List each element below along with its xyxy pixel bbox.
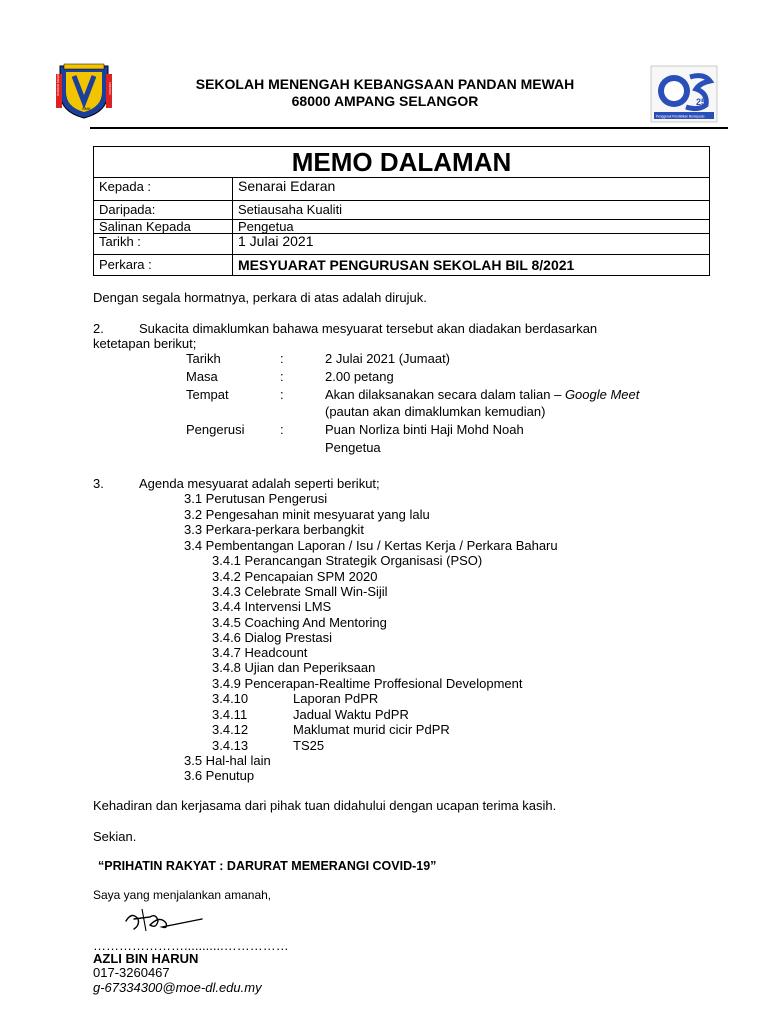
para2-line1: Sukacita dimaklumkan bahawa mesyuarat tersebut akan diadakan berdasarkan: [139, 321, 598, 336]
school-name: SEKOLAH MENENGAH KEBANGSAAN PANDAN MEWAH: [195, 76, 575, 92]
agenda-item: 3.3 Perkara-perkara berbangkit: [184, 522, 364, 537]
agenda-item: 3.1 Perutusan Pengerusi: [184, 491, 328, 506]
sub-agenda-text: Maklumat murid cicir PdPR: [293, 722, 450, 737]
sub-agenda-item: 3.4.9 Pencerapan-Realtime Proffesional Development: [212, 676, 523, 691]
para2-line2: ketetapan berikut;: [93, 336, 197, 351]
detail-time-colon: :: [280, 369, 284, 384]
para2-number: 2.: [93, 321, 104, 336]
detail-time-label: Masa: [186, 369, 218, 384]
signatory-name: AZLI BIN HARUN: [93, 951, 199, 966]
sub-agenda-number: 3.4.10: [212, 691, 249, 706]
para3-number: 3.: [93, 476, 104, 491]
crest-center-text: SMK: [82, 106, 91, 111]
closing-text: Kehadiran dan kerjasama dari pihak tuan didahului dengan ucapan terima kasih.: [93, 798, 557, 813]
sub-agenda-item: 3.4.3 Celebrate Small Win-Sijil: [212, 584, 388, 599]
detail-chair-label: Pengerusi: [186, 422, 245, 437]
detail-chair-title: Pengetua: [325, 440, 381, 455]
signature-line: …………………...........……………: [93, 938, 289, 953]
detail-date-value: 2 Julai 2021 (Jumaat): [325, 351, 451, 366]
crest-right-text: AMPANG: [108, 82, 112, 95]
school-address: 68000 AMPANG SELANGOR: [291, 93, 479, 109]
ts25-logo: [650, 65, 718, 123]
venue-platform: Google Meet: [564, 387, 640, 402]
to-value: Senarai Edaran: [233, 178, 710, 201]
sub-agenda-item: 3.4.6 Dialog Prestasi: [212, 630, 332, 645]
greeting-text: Dengan segala hormatnya, perkara di atas adalah dirujuk.: [93, 290, 427, 305]
detail-venue-value: [325, 387, 639, 402]
subject-label: Perkara :: [94, 255, 233, 276]
sub-agenda-number: 3.4.12: [212, 722, 249, 737]
detail-date-colon: :: [280, 351, 284, 366]
subject-value: MESYUARAT PENGURUSAN SEKOLAH BIL 8/2021: [233, 255, 710, 276]
detail-chair-colon: :: [280, 422, 284, 437]
signatory-phone: 017-3260467: [93, 965, 170, 980]
school-crest-logo: [52, 62, 116, 120]
sub-agenda-item: 3.4.7 Headcount: [212, 645, 308, 660]
signatory-email: g-67334300@moe-dl.edu.my: [93, 980, 262, 995]
detail-chair-name: Puan Norliza binti Haji Mohd Noah: [325, 422, 524, 437]
sekian-text: Sekian.: [93, 829, 137, 844]
agenda-item: 3.6 Penutup: [184, 768, 255, 783]
cc-label: Salinan Kepada: [94, 220, 233, 234]
detail-date-label: Tarikh: [186, 351, 221, 366]
detail-venue-colon: :: [280, 387, 284, 402]
ts25-number: 25: [696, 97, 707, 107]
to-label: Kepada :: [94, 178, 233, 201]
sub-agenda-text: Jadual Waktu PdPR: [293, 707, 409, 722]
detail-time-value: 2.00 petang: [325, 369, 394, 384]
slogan-text: “PRIHATIN RAKYAT : DARURAT MEMERANGI COVID-19”: [98, 859, 437, 873]
ts25-tagline: Penggerak Pendidikan Bersepadu: [656, 114, 705, 119]
sub-agenda-number: 3.4.13: [212, 738, 249, 753]
sub-agenda-number: 3.4.11: [212, 707, 248, 722]
venue-text: Akan dilaksanakan secara dalam talian –: [325, 387, 565, 402]
date-label: Tarikh :: [94, 234, 233, 255]
trust-text: Saya yang menjalankan amanah,: [93, 888, 272, 902]
detail-venue-note: (pautan akan dimaklumkan kemudian): [325, 404, 546, 419]
sub-agenda-item: 3.4.1 Perancangan Strategik Organisasi (PSO): [212, 553, 483, 568]
from-value: Setiausaha Kualiti: [233, 201, 710, 220]
sub-agenda-item: 3.4.2 Pencapaian SPM 2020: [212, 569, 378, 584]
from-label: Daripada:: [94, 201, 233, 220]
signature-graphic: [120, 903, 206, 939]
agenda-item: 3.4 Pembentangan Laporan / Isu / Kertas Kerja / Perkara Baharu: [184, 538, 558, 553]
memo-title: MEMO DALAMAN: [94, 147, 710, 178]
sub-agenda-item: 3.4.8 Ujian dan Peperiksaan: [212, 660, 376, 675]
agenda-item: 3.2 Pengesahan minit mesyuarat yang lalu: [184, 507, 430, 522]
sub-agenda-text: TS25: [293, 738, 325, 753]
cc-value: Pengetua: [233, 220, 710, 234]
header-divider: [90, 127, 728, 129]
para3-text: Agenda mesyuarat adalah seperti berikut;: [139, 476, 380, 491]
sub-agenda-text: Laporan PdPR: [293, 691, 379, 706]
sub-agenda-item: 3.4.4 Intervensi LMS: [212, 599, 332, 614]
sub-agenda-item: 3.4.5 Coaching And Mentoring: [212, 615, 387, 630]
crest-left-text: PANDAN MEWAH: [56, 71, 60, 96]
memo-header-table: [93, 146, 710, 276]
date-value: 1 Julai 2021: [233, 234, 710, 255]
detail-venue-label: Tempat: [186, 387, 229, 402]
agenda-item: 3.5 Hal-hal lain: [184, 753, 271, 768]
